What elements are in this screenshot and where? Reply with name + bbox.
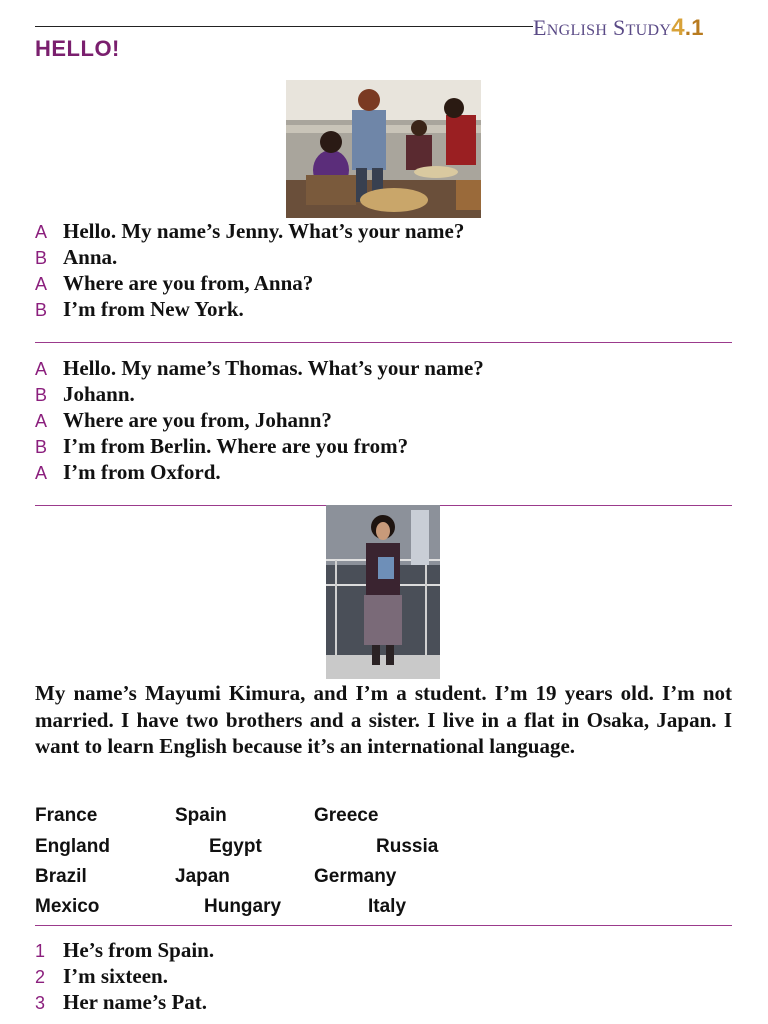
- country-name: Italy: [368, 896, 407, 917]
- dialogue-text: Anna.: [63, 245, 118, 269]
- sentence-text: I’m sixteen.: [63, 964, 168, 988]
- dialogue-line: [35, 434, 408, 460]
- country-name: Japan: [175, 866, 230, 887]
- speaker-label: B: [35, 437, 48, 457]
- country-name: France: [35, 805, 98, 826]
- dialogue-text: Hello. My name’s Thomas. What’s your name?: [63, 356, 484, 380]
- dialogue-line: [35, 382, 135, 408]
- numbered-sentence: [35, 964, 168, 990]
- section-divider: [35, 342, 732, 343]
- country-name: Brazil: [35, 866, 87, 887]
- speaker-label: A: [35, 359, 48, 379]
- dialogue-line: [35, 460, 221, 486]
- country-name: Mexico: [35, 896, 100, 917]
- section-divider: [35, 925, 732, 926]
- sentence-number: 2: [35, 967, 46, 987]
- dialogue-text: Johann.: [63, 382, 135, 406]
- country-name: England: [35, 836, 110, 857]
- dialogue-line: [35, 219, 464, 245]
- sentence-text: Her name’s Pat.: [63, 990, 208, 1014]
- dialogue-line: [35, 245, 117, 271]
- dialogue-line: [35, 408, 332, 434]
- speaker-label: B: [35, 385, 48, 405]
- dialogue-text: Where are you from, Anna?: [63, 271, 314, 295]
- sentence-number: 1: [35, 941, 46, 961]
- dialogue-line: [35, 271, 313, 297]
- speaker-label: A: [35, 222, 48, 242]
- dialogue-text: Where are you from, Johann?: [63, 408, 332, 432]
- sentence-text: He’s from Spain.: [63, 938, 215, 962]
- dialogue-text: I’m from New York.: [63, 297, 244, 321]
- profile-paragraph: My name’s Mayumi Kimura, and I’m a student. I’m 19 years old. I’m not married. I have two brothers and a sister. I live in a flat in Osaka, Japan. I want to learn English because it’s an international language.: [35, 681, 732, 758]
- cafe-photo: [286, 80, 481, 218]
- dialogue-text: I’m from Berlin. Where are you from?: [63, 434, 409, 458]
- speaker-label: B: [35, 300, 48, 320]
- country-name: Germany: [314, 866, 397, 887]
- speaker-label: A: [35, 274, 48, 294]
- country-name: Greece: [314, 805, 379, 826]
- dialogue-line: [35, 356, 484, 382]
- speaker-label: B: [35, 248, 48, 268]
- brand-logo: ENGLISH STUDY4.1: [533, 14, 704, 41]
- country-name: Russia: [376, 836, 439, 857]
- country-name: Hungary: [204, 896, 282, 917]
- student-photo: [326, 505, 440, 679]
- header-rule: [35, 26, 533, 27]
- dialogue-line: [35, 297, 244, 323]
- dialogue-text: Hello. My name’s Jenny. What’s your name?: [63, 219, 465, 243]
- sentence-number: 3: [35, 993, 46, 1013]
- country-name: Spain: [175, 805, 227, 826]
- speaker-label: A: [35, 411, 48, 431]
- speaker-label: A: [35, 463, 48, 483]
- country-name: Egypt: [209, 836, 262, 857]
- numbered-sentence: [35, 990, 207, 1016]
- dialogue-text: I’m from Oxford.: [63, 460, 221, 484]
- numbered-sentence: [35, 938, 214, 964]
- page-title: HELLO!: [35, 36, 120, 61]
